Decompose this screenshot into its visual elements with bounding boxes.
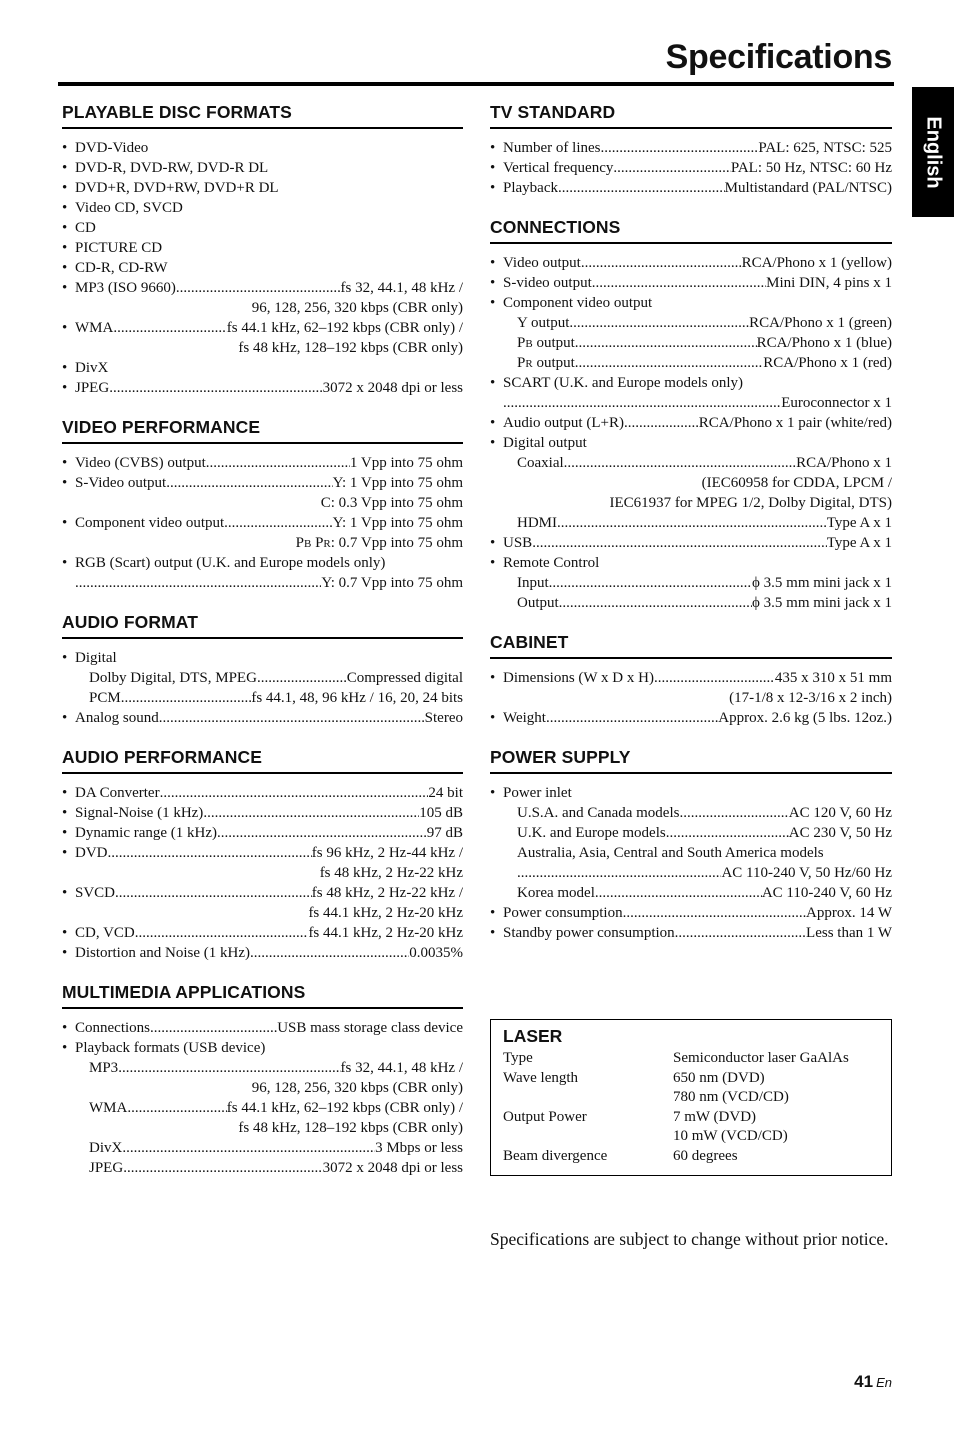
spec-row: • CD, VCD ..... fs 44.1 kHz, 2 Hz-20 kHz	[62, 923, 463, 943]
spec-row: • Audio output (L+R) ..... RCA/Phono x 1 pair (white/red)	[490, 413, 892, 433]
list-item: • SCART (U.K. and Europe models only)	[490, 375, 744, 391]
spec-row: • Standby power consumption ..... Less than 1 W	[490, 923, 892, 943]
list-item: • PICTURE CD	[62, 240, 163, 256]
section-heading: AUDIO PERFORMANCE	[62, 747, 463, 774]
list-item: • Video CD, SVCD	[62, 200, 183, 216]
spec-continuation: fs 48 kHz, 2 Hz-22 kHz	[319, 865, 463, 881]
section-heading: MULTIMEDIA APPLICATIONS	[62, 982, 463, 1009]
spec-row: • Analog sound ..... Stereo	[62, 708, 463, 728]
spec-row: WMA ..... fs 44.1 kHz, 62–192 kbps (CBR only) /	[62, 1098, 463, 1118]
spec-row: Input ..... ϕ 3.5 mm mini jack x 1	[490, 573, 892, 593]
list-item: • Component video output	[490, 295, 653, 311]
spec-row: PB output ..... RCA/Phono x 1 (blue)	[490, 333, 892, 353]
laser-row: Output Power 7 mW (DVD)	[503, 1108, 757, 1125]
laser-heading: LASER	[503, 1026, 563, 1046]
section-heading: POWER SUPPLY	[490, 747, 892, 774]
list-item: • Digital output	[490, 435, 587, 451]
spec-row: • Connections ..... USB mass storage class device	[62, 1018, 463, 1038]
spec-continuation: 96, 128, 256, 320 kbps (CBR only)	[251, 1080, 463, 1096]
laser-row: 10 mW (VCD/CD)	[673, 1128, 788, 1144]
spec-continuation: (17-1/8 x 12-3/16 x 2 inch)	[729, 690, 892, 706]
language-tab-label: English	[922, 115, 945, 189]
spec-row: • SVCD ..... fs 48 kHz, 2 Hz-22 kHz /	[62, 883, 463, 903]
spec-continuation: fs 48 kHz, 128–192 kbps (CBR only)	[238, 340, 463, 356]
spec-row: Dolby Digital, DTS, MPEG ..... Compressed digital	[62, 668, 463, 688]
spec-row: • Vertical frequency ..... PAL: 50 Hz, NTSC: 60 Hz	[490, 158, 892, 178]
spec-row: U.S.A. and Canada models ..... AC 120 V, 60 Hz	[490, 803, 892, 823]
spec-row: PR output ..... RCA/Phono x 1 (red)	[490, 353, 892, 373]
spec-row: DivX ..... 3 Mbps or less	[62, 1138, 463, 1158]
list-item: • DVD+R, DVD+RW, DVD+R DL	[62, 180, 279, 196]
change-notice: Specifications are subject to change without prior notice.	[490, 1229, 889, 1249]
spec-row: • Distortion and Noise (1 kHz) ..... 0.0035%	[62, 943, 463, 963]
right-column	[490, 102, 892, 962]
spec-row: U.K. and Europe models ..... AC 230 V, 50 Hz	[490, 823, 892, 843]
spec-row: • DVD ..... fs 96 kHz, 2 Hz-44 kHz /	[62, 843, 463, 863]
spec-row: • S-Video output ..... Y: 1 Vpp into 75 ohm	[62, 473, 463, 493]
spec-continuation: (IEC60958 for CDDA, LPCM /	[701, 475, 892, 491]
spec-row: Y output ..... RCA/Phono x 1 (green)	[490, 313, 892, 333]
spec-row: JPEG ..... 3072 x 2048 dpi or less	[62, 1158, 463, 1178]
title-rule	[58, 82, 894, 86]
left-column	[62, 102, 463, 1197]
connections-section	[490, 217, 892, 613]
list-item: • Power inlet	[490, 785, 572, 801]
spec-row: • Dynamic range (1 kHz) ..... 97 dB	[62, 823, 463, 843]
spec-row: • WMA ..... fs 44.1 kHz, 62–192 kbps (CBR only) /	[62, 318, 463, 338]
spec-row: Australia, Asia, Central and South America models	[517, 845, 824, 861]
spec-row: • Video output ..... RCA/Phono x 1 (yellow)	[490, 253, 892, 273]
spec-row: • USB ..... Type A x 1	[490, 533, 892, 553]
list-item: • DVD-R, DVD-RW, DVD-R DL	[62, 160, 269, 176]
page-title: Specifications	[665, 38, 892, 76]
list-item: • Digital	[62, 650, 117, 666]
laser-row: Wave length 650 nm (DVD)	[503, 1069, 765, 1086]
spec-row: MP3 ..... fs 32, 44.1, 48 kHz /	[62, 1058, 463, 1078]
audio-format-section	[62, 612, 463, 728]
video-performance-section	[62, 417, 463, 593]
section-heading: TV STANDARD	[490, 102, 892, 129]
laser-box	[490, 1019, 892, 1176]
cabinet-section	[490, 632, 892, 728]
list-item: • DVD-Video	[62, 140, 149, 156]
spec-row: • Signal-Noise (1 kHz) ..... 105 dB	[62, 803, 463, 823]
spec-row: Coaxial ..... RCA/Phono x 1	[490, 453, 892, 473]
spec-row: • RGB (Scart) output (U.K. and Europe models only)	[62, 555, 386, 571]
section-heading: PLAYABLE DISC FORMATS	[62, 102, 463, 129]
spec-row: Korea model ..... AC 110-240 V, 60 Hz	[490, 883, 892, 903]
spec-row: • Playback ..... Multistandard (PAL/NTSC)	[490, 178, 892, 198]
spec-row: • JPEG ..... 3072 x 2048 dpi or less	[62, 378, 463, 398]
spec-row: HDMI ..... Type A x 1	[490, 513, 892, 533]
page-number: 41 En	[854, 1372, 892, 1391]
spec-row: Output ..... ϕ 3.5 mm mini jack x 1	[490, 593, 892, 613]
multimedia-applications-section	[62, 982, 463, 1178]
spec-continuation: C: 0.3 Vpp into 75 ohm	[320, 495, 463, 511]
audio-performance-section	[62, 747, 463, 963]
section-heading: VIDEO PERFORMANCE	[62, 417, 463, 444]
playable-disc-formats-section	[62, 102, 463, 398]
laser-row: Beam divergence 60 degrees	[503, 1147, 738, 1164]
spec-continuation: IEC61937 for MPEG 1/2, Dolby Digital, DTS)	[609, 495, 892, 511]
list-item: • CD-R, CD-RW	[62, 260, 168, 276]
spec-row: • Number of lines ..... PAL: 625, NTSC: 525	[490, 138, 892, 158]
spec-row: • Video (CVBS) output ..... 1 Vpp into 75 ohm	[62, 453, 463, 473]
laser-row: 780 nm (VCD/CD)	[673, 1089, 789, 1105]
spec-row: PCM ..... fs 44.1, 48, 96 kHz / 16, 20, 24 bits	[62, 688, 463, 708]
spec-continuation: ..... Euroconnector x 1	[490, 393, 892, 413]
list-item: • Playback formats (USB device)	[62, 1040, 266, 1056]
section-heading: CONNECTIONS	[490, 217, 892, 244]
list-item: • Remote Control	[490, 555, 600, 571]
spec-continuation: 96, 128, 256, 320 kbps (CBR only)	[251, 300, 463, 316]
laser-row: Type Semiconductor laser GaAlAs	[503, 1050, 849, 1066]
spec-row: • S-video output ..... Mini DIN, 4 pins x 1	[490, 273, 892, 293]
section-heading: AUDIO FORMAT	[62, 612, 463, 639]
power-supply-section	[490, 747, 892, 943]
list-item: • CD	[62, 220, 96, 236]
spec-row: • Component video output ..... Y: 1 Vpp into 75 ohm	[62, 513, 463, 533]
spec-row: • DA Converter ..... 24 bit	[62, 783, 463, 803]
spec-continuation: ..... Y: 0.7 Vpp into 75 ohm	[62, 573, 463, 593]
spec-row: • Power consumption ..... Approx. 14 W	[490, 903, 892, 923]
spec-continuation: fs 48 kHz, 128–192 kbps (CBR only)	[238, 1120, 463, 1136]
list-item: • DivX	[62, 360, 109, 376]
language-tab	[912, 87, 954, 217]
tv-standard-section	[490, 102, 892, 198]
spec-continuation: ..... AC 110-240 V, 50 Hz/60 Hz	[490, 863, 892, 883]
spec-row: • MP3 (ISO 9660) ..... fs 32, 44.1, 48 kHz /	[62, 278, 463, 298]
section-heading: CABINET	[490, 632, 892, 659]
spec-row: • Weight ..... Approx. 2.6 kg (5 lbs. 12oz.)	[490, 708, 892, 728]
spec-continuation: PB PR: 0.7 Vpp into 75 ohm	[295, 535, 463, 551]
spec-row: • Dimensions (W x D x H) ..... 435 x 310 x 51 mm	[490, 668, 892, 688]
spec-continuation: fs 44.1 kHz, 2 Hz-20 kHz	[308, 905, 463, 921]
